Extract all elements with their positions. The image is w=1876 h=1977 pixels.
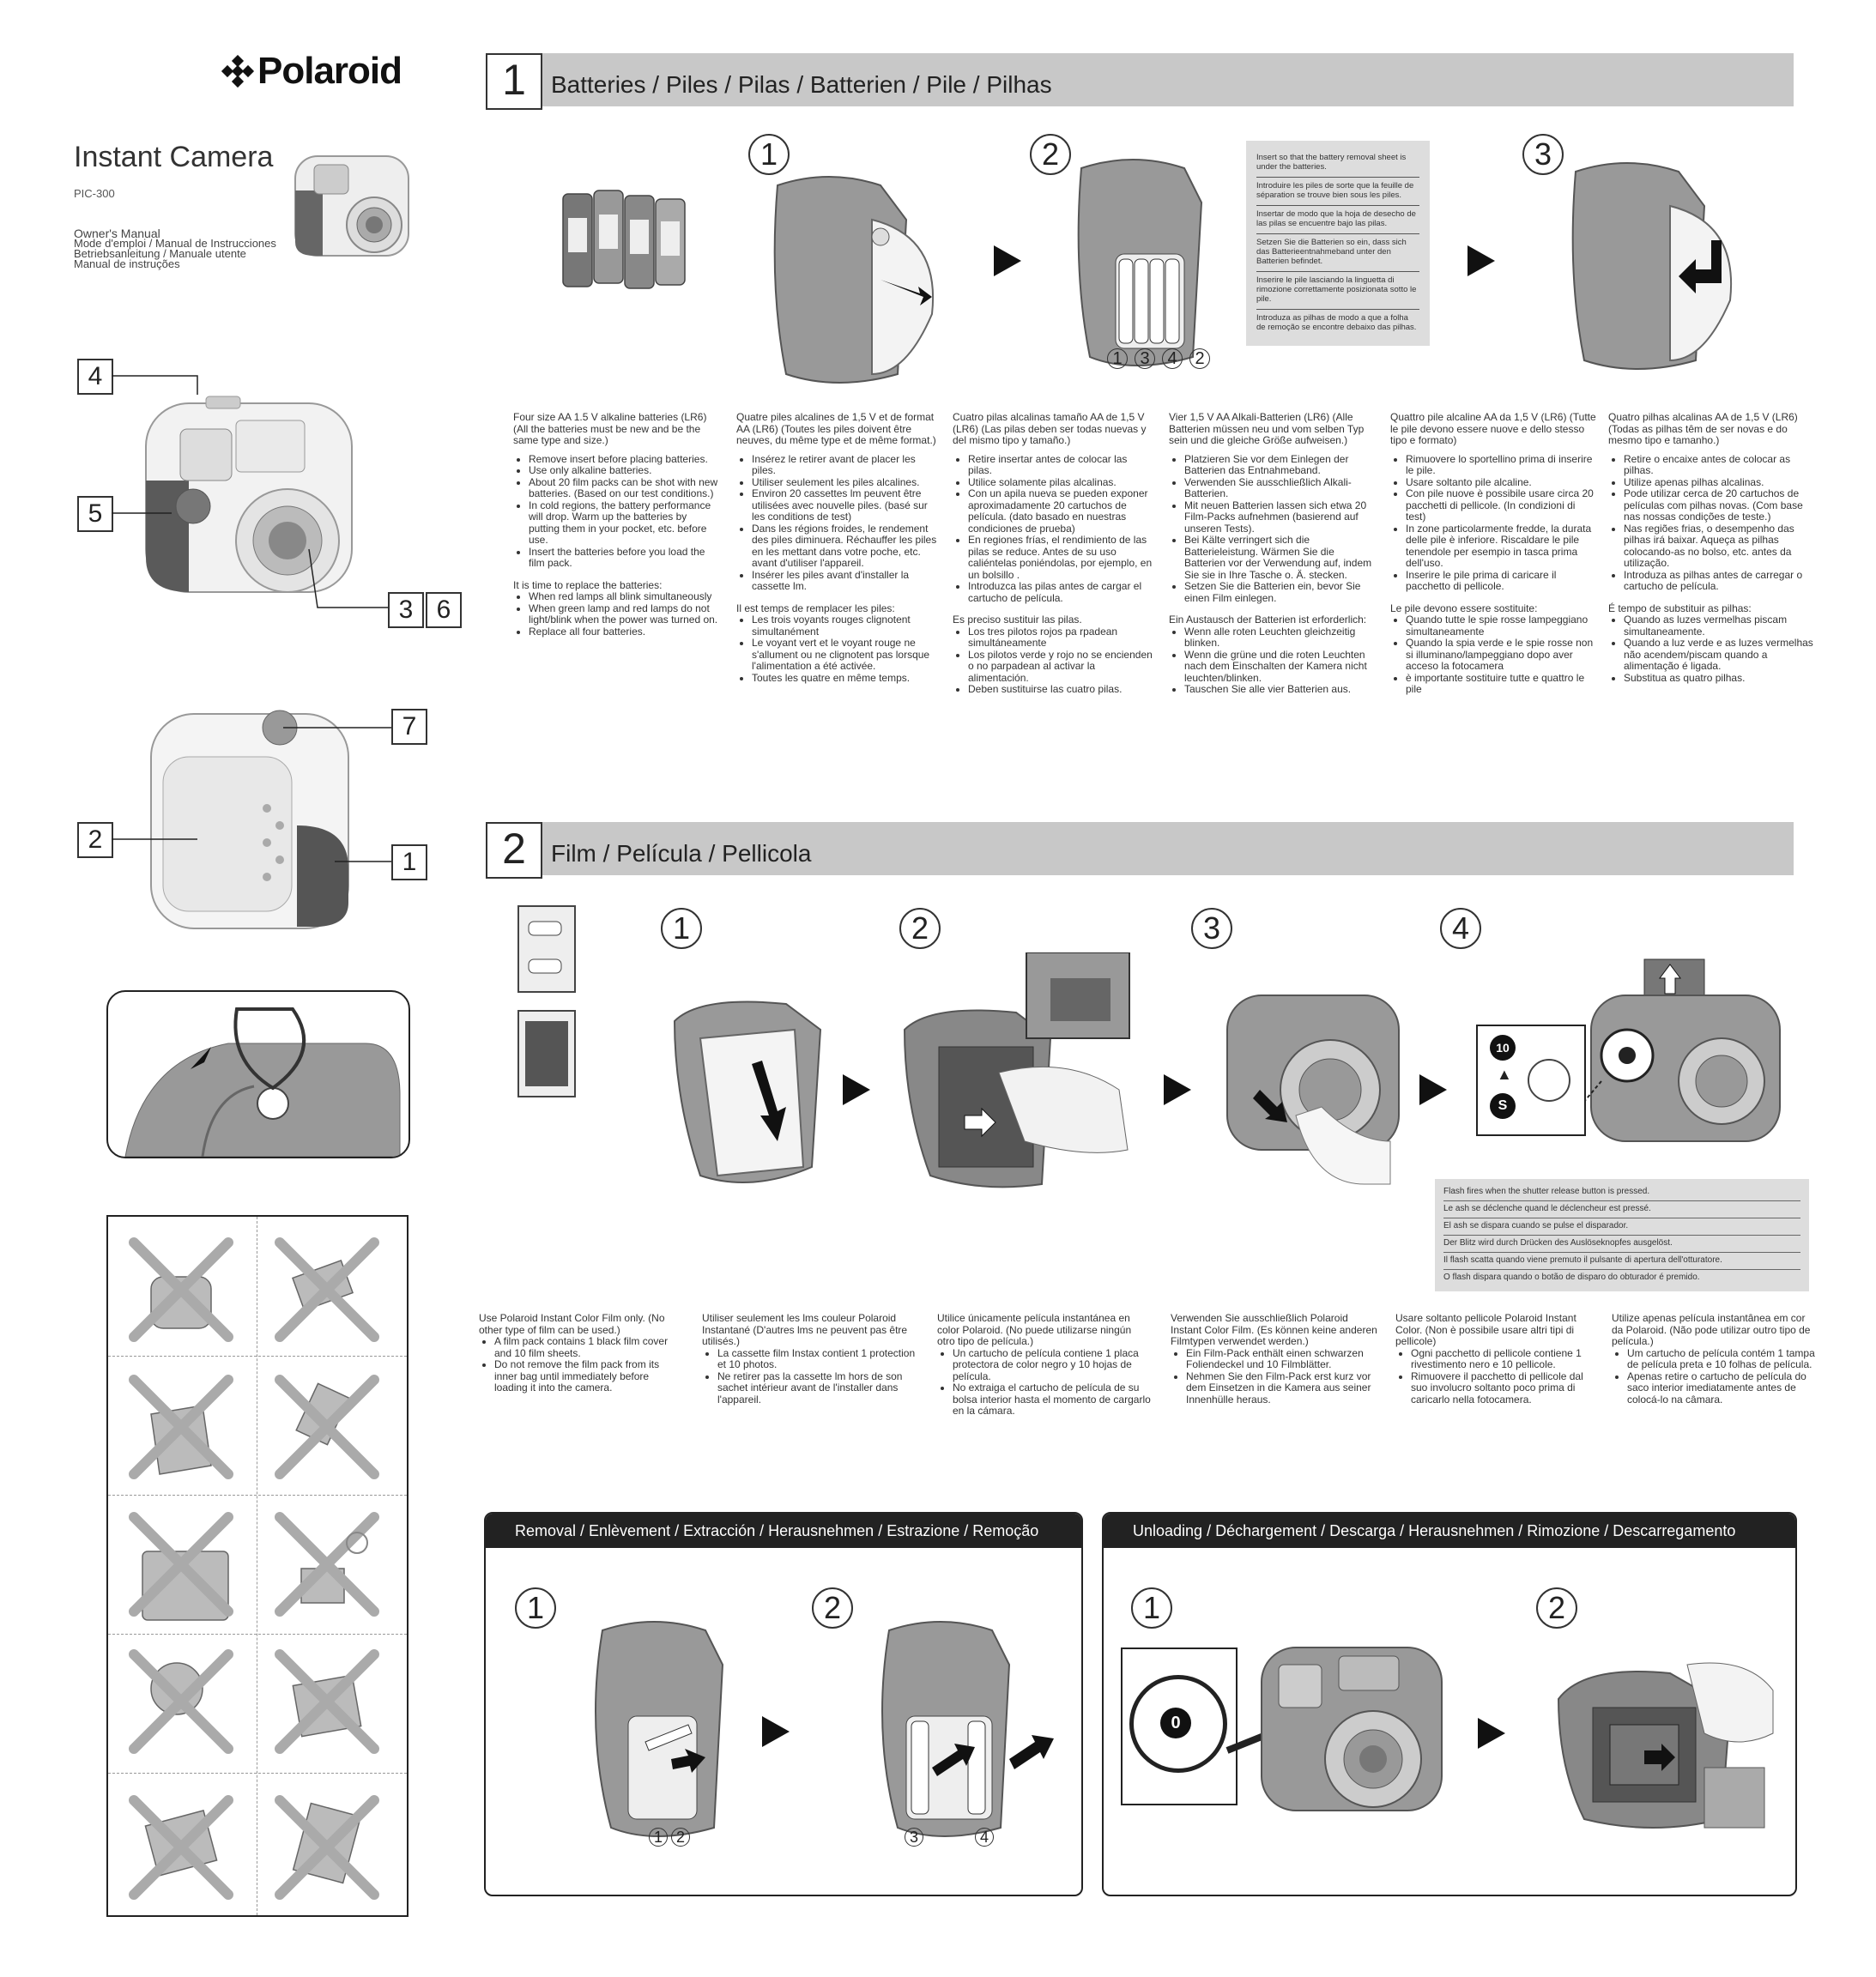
battery-order-labels <box>1107 348 1244 369</box>
note-line: Introduza as pilhas de modo a que a folha de remoção se encontre debaixo das pilhas. <box>1256 313 1417 332</box>
flash-note-line: Flash fires when the shutter release button is pressed. <box>1443 1184 1800 1201</box>
bullet: • Con un apila nueva se pueden exponer aproximadamente 20 cartuchos de película. (dato basado en nuestras condiciones de prueba) <box>968 488 1153 535</box>
bullet: • Los pilotos verde y rojo no se encienden o no parpadean al activar la alimentación. <box>968 650 1153 685</box>
care-instructions-grid <box>106 1215 408 1917</box>
step-arrow-icon <box>1478 1718 1505 1749</box>
strap-illustration <box>108 992 408 1157</box>
step-arrow-icon <box>1468 245 1495 276</box>
bullet: • No extraiga el cartucho de película de su bolsa interior hasta el momento de cargarlo en la cámara. <box>953 1382 1152 1418</box>
film-text-pt <box>1612 1313 1818 1406</box>
bullet: • Quando tutte le spie rosse lampeggiano simultaneamente <box>1406 614 1596 638</box>
batteries-illustration <box>558 184 695 290</box>
battery-label: 3 <box>1135 348 1155 369</box>
flash-note-box <box>1435 1179 1809 1291</box>
brand-name: Polaroid <box>257 50 402 92</box>
intro-text: Usare soltanto pellicole Polaroid Instant Color. (Non è possibile usare altri tipi di pellicole) <box>1395 1312 1576 1347</box>
bullet: • Le voyant vert et le voyant rouge ne s'allument ou ne clignotent pas lorsque l'alimentation a été activée. <box>752 638 937 673</box>
battery-label: 1 <box>1107 348 1128 369</box>
model-number: PIC-300 <box>74 187 115 200</box>
battery-label: 2 <box>671 1828 690 1847</box>
bullet: • Apenas retire o cartucho de película do saco interior imediatamente antes de colocá-lo na câmara. <box>1627 1371 1818 1406</box>
intro-text: Quatro pilhas alcalinas AA de 1,5 V (LR6) (Todas as pilhas têm de ser novas e do mesmo tipo e tamanho.) <box>1608 411 1798 446</box>
sub-heading: Es preciso sustituir las pilas. <box>953 614 1082 626</box>
bullet: • Retire o encaixe antes de colocar as pilhas. <box>1624 454 1814 477</box>
film-step-4-illustration <box>1584 952 1790 1158</box>
bullet: • A film pack contains 1 black film cover and 10 film sheets. <box>494 1336 681 1359</box>
battery-label: 1 <box>649 1828 668 1847</box>
brand-logo <box>220 51 426 94</box>
battery-step-1-illustration <box>752 168 949 391</box>
removal-step-2: 2 <box>812 1587 853 1629</box>
bullet: • Introduzca las pilas antes de cargar el cartucho de película. <box>968 581 1153 604</box>
bullet: • Ein Film-Pack enthält einen schwarzen Foliendeckel und 10 Filmblätter. <box>1186 1348 1380 1371</box>
flash-note-line: Il flash scatta quando viene premuto il pulsante di apertura dell'otturatore. <box>1443 1253 1800 1270</box>
flash-note-line: El ash se dispara cuando se pulse el disparador. <box>1443 1218 1800 1236</box>
battery-text-en <box>513 412 719 638</box>
callout-1: 1 <box>391 844 427 880</box>
callout-2: 2 <box>77 822 113 858</box>
bullet: • Setzen Sie die Batterien ein, bevor Sie einen Film einlegen. <box>1184 581 1375 604</box>
battery-text-fr <box>736 412 937 684</box>
bullet: • Substitua as quatro pilhas. <box>1624 673 1814 685</box>
bullet: • Ogni pacchetto di pellicole contiene 1 rivestimento nero e 10 pellicole. <box>1411 1348 1601 1371</box>
section-2-step-2: 2 <box>899 908 941 949</box>
removal-battery-labels <box>649 1828 690 1847</box>
unloading-step-2: 2 <box>1536 1587 1577 1629</box>
callout-4: 4 <box>77 359 113 395</box>
bullet: • Utiliser seulement les piles alcalines. <box>752 477 937 489</box>
step-arrow-icon <box>762 1716 790 1747</box>
counter-window <box>1528 1059 1570 1102</box>
intro-text: Quatre piles alcalines de 1,5 V et de format AA (LR6) (Toutes les piles doivent être neuves, du même type et de même format.) <box>736 411 936 446</box>
intro-text: Vier 1,5 V AA Alkali-Batterien (LR6) (Alle Batterien müssen neu und vom selben Typ sein und die gleiche Größe aufweisen.) <box>1169 411 1365 446</box>
bullet: • Bei Kälte verringert sich die Batterieleistung. Wärmen Sie die Batterien vor der Verwendung auf, indem Sie sie in Ihre Tasche o. Ä. stecken. <box>1184 535 1375 581</box>
bullet: • When green lamp and red lamps do not light/blink when the power was turned on. <box>529 603 719 626</box>
counter-arrow-icon: ▲ <box>1497 1066 1512 1083</box>
bullet: • Do not remove the film pack from its inner bag until immediately before loading it into the camera. <box>494 1359 681 1394</box>
intro-text: Cuatro pilas alcalinas tamaño AA de 1,5 V (LR6) (Las pilas deben ser todas nuevas y del mismo tipo y tamaño.) <box>953 411 1147 446</box>
battery-text-pt <box>1608 412 1814 684</box>
manual-titles <box>74 228 276 269</box>
intro-text: Utiliser seulement les lms couleur Polaroid Instantané (D'autres lms ne peuvent pas être utilisés.) <box>702 1312 908 1347</box>
counter-zero-label: 0 <box>1160 1708 1191 1738</box>
film-step-2-illustration <box>896 952 1136 1193</box>
bullet: • Un cartucho de película contiene 1 placa protectora de color negro y 10 hojas de película. <box>953 1348 1152 1383</box>
note-line: Introduire les piles de sorte que la feuille de séparation se trouve bien sous les piles. <box>1256 178 1419 206</box>
bullet: • Use only alkaline batteries. <box>529 465 719 477</box>
bullet: • Pode utilizar cerca de 20 cartuchos de películas com pilhas novas. (Com base nas nossas condições de teste.) <box>1624 488 1814 523</box>
bullet: • Wenn alle roten Leuchten gleichzeitig blinken. <box>1184 626 1375 650</box>
film-text-de <box>1171 1313 1380 1406</box>
bullet: • Insérez le retirer avant de placer les piles. <box>752 454 937 477</box>
bullet: • Usare soltanto pile alcaline. <box>1406 477 1596 489</box>
sub-heading: It is time to replace the batteries: <box>513 578 663 591</box>
bullet: • Quando a luz verde e as luzes vermelhas não acendem/piscam quando a alimentação é ligada. <box>1624 638 1814 673</box>
section-1-step-3: 3 <box>1522 134 1564 175</box>
section-1-title: Batteries / Piles / Pilas / Batterien / Pile / Pilhas <box>551 71 1052 98</box>
sub-heading: Le pile devono essere sostituite: <box>1390 602 1538 614</box>
care-icons <box>108 1217 407 1915</box>
bullet: • Um cartucho de película contém 1 tampa de película preta e 10 folhas de película. <box>1627 1348 1818 1371</box>
section-1-step-1: 1 <box>748 134 790 175</box>
bullet: • Environ 20 cassettes lm peuvent être utilisées avec nouvelle piles. (basé sur les conditions de test) <box>752 488 937 523</box>
step-arrow-icon <box>1419 1074 1447 1105</box>
intro-text: Four size AA 1.5 V alkaline batteries (LR6) (All the batteries must be new and be the same type and size.) <box>513 411 707 446</box>
bullet: • Replace all four batteries. <box>529 626 719 638</box>
note-line: Insert so that the battery removal sheet is under the batteries. <box>1256 149 1419 178</box>
bullet: • è importante sostituire tutte e quattro le pile <box>1406 673 1596 696</box>
bullet: • Quando la spia verde e le spie rosse non si illuminano/lampeggiano dopo aver acceso la fotocamera <box>1406 638 1596 673</box>
bullet: • Insérer les piles avant d'installer la cassette lm. <box>752 570 937 593</box>
battery-text-es <box>953 412 1153 696</box>
unloading-step-2-illustration <box>1550 1630 1782 1836</box>
intro-text: Quattro pile alcaline AA da 1,5 V (LR6) (Tutte le pile devono essere nuove e dello stesso tipo e formato) <box>1390 411 1596 446</box>
bullet: • Mit neuen Batterien lassen sich etwa 20 Film-Packs aufnehmen (basierend auf unseren Tests). <box>1184 500 1375 535</box>
note-line: Setzen Sie die Batterien so ein, dass sich das Batterieentnahmeband unter den Batterien befindet. <box>1256 234 1419 272</box>
bullet: • Dans les régions froides, le rendement des piles diminuera. Réchauffer les piles en les mettant dans votre poche, etc. avant d'utiliser l'appareil. <box>752 523 937 570</box>
manual-line: Betriebsanleitung / Manuale utente <box>74 247 246 260</box>
flash-note-line: O flash dispara quando o botão de disparo do obturador é premido. <box>1443 1273 1700 1282</box>
removal-step-2-illustration <box>863 1613 1061 1845</box>
bullet: • When red lamps all blink simultaneously <box>529 591 719 603</box>
step-arrow-icon <box>994 245 1021 276</box>
battery-label: 4 <box>1162 348 1183 369</box>
bullet: • Con pile nuove è possibile usare circa 20 pacchetti di pellicole. (In condizioni di test) <box>1406 488 1596 523</box>
bullet: • Rimuovere il pacchetto di pellicole dal suo involucro soltanto poco prima di caricarlo nella fotocamera. <box>1411 1371 1601 1406</box>
flash-note-line: Der Blitz wird durch Drücken des Auslöseknopfes ausgelöst. <box>1443 1236 1800 1253</box>
bullet: • Verwenden Sie ausschließlich Alkali-Batterien. <box>1184 477 1375 500</box>
bullet: • Tauschen Sie alle vier Batterien aus. <box>1184 684 1375 696</box>
sub-heading: Il est temps de remplacer les piles: <box>736 602 895 614</box>
unloading-panel-title: Unloading / Déchargement / Descarga / Herausnehmen / Rimozione / Descarregamento <box>1104 1514 1795 1548</box>
film-pack-illustration <box>515 904 580 1102</box>
unloading-step-1: 1 <box>1131 1587 1172 1629</box>
battery-text-it <box>1390 412 1596 696</box>
callout-6: 6 <box>426 592 462 628</box>
note-line: Insertar de modo que la hoja de desecho de las pilas se encuentre bajo las pilas. <box>1256 206 1419 234</box>
manual-line: Manual de instruções <box>74 257 180 270</box>
bullet: • Rimuovere lo sportellino prima di inserire le pile. <box>1406 454 1596 477</box>
step-arrow-icon <box>843 1074 870 1105</box>
product-title: Instant Camera <box>74 141 274 173</box>
battery-step-2-illustration <box>1064 151 1219 374</box>
intro-text: Use Polaroid Instant Color Film only. (No other type of film can be used.) <box>479 1312 665 1336</box>
bullet: • In cold regions, the battery performance will drop. Warm up the batteries by putting them in your pocket, etc. before use. <box>529 500 719 547</box>
bullet: • Retire insertar antes de colocar las pilas. <box>968 454 1153 477</box>
counter-s-label: S <box>1490 1093 1516 1119</box>
bullet: • Wenn die grüne und die roten Leuchten nach dem Einschalten der Kamera nicht leuchten/blinken. <box>1184 650 1375 685</box>
section-2-step-1: 1 <box>661 908 702 949</box>
intro-text: Utilice únicamente película instantánea en color Polaroid. (No puede utilizarse ningún otro tipo de película.) <box>937 1312 1132 1347</box>
step-arrow-icon <box>1164 1074 1191 1105</box>
battery-text-de <box>1169 412 1375 696</box>
bullet: • Nas regiões frias, o desempenho das pilhas irá baixar. Aqueça as pilhas colocando-as no bolso, etc. antes da utilização. <box>1624 523 1814 570</box>
callout-5: 5 <box>77 496 113 532</box>
manual-line: Mode d'emploi / Manual de Instrucciones <box>74 237 276 250</box>
battery-label: 2 <box>1189 348 1210 369</box>
callout-lines <box>112 360 429 618</box>
bullet: • In zone particolarmente fredde, la durata delle pile è inferiore. Riscaldare le pile tenendole per esempio in tasca prima dell'uso. <box>1406 523 1596 570</box>
removal-battery-labels-2 <box>905 1828 994 1847</box>
battery-label: 4 <box>975 1828 994 1847</box>
bullet: • En regiones frías, el rendimiento de las pilas se reduce. Antes de su uso caliéntelas poniéndolas, por ejemplo, en un bolsillo . <box>968 535 1153 581</box>
removal-panel-title: Removal / Enlèvement / Extracción / Herausnehmen / Estrazione / Remoção <box>486 1514 1081 1548</box>
bullet: • La cassette film Instax contient 1 protection et 10 photos. <box>717 1348 922 1371</box>
removal-step-1-illustration <box>577 1613 748 1845</box>
section-1-step-2: 2 <box>1030 134 1071 175</box>
bullet: • Quando as luzes vermelhas piscam simultaneamente. <box>1624 614 1814 638</box>
battery-note-box <box>1246 141 1430 346</box>
unloading-step-1-illustration <box>1219 1622 1459 1828</box>
removal-step-1: 1 <box>515 1587 556 1629</box>
sub-heading: Ein Austausch der Batterien ist erforderlich: <box>1169 614 1367 626</box>
bullet: • Les trois voyants rouges clignotent simultanément <box>752 614 937 638</box>
battery-step-3-illustration <box>1550 154 1756 378</box>
film-text-en <box>479 1313 681 1394</box>
bullet: • Los tres pilotos rojos pa rpadean simultáneamente <box>968 626 1153 650</box>
bullet: • Inserire le pile prima di caricare il pacchetto di pellicole. <box>1406 570 1596 593</box>
bullet: • Insert the batteries before you load the film pack. <box>529 547 719 570</box>
manual-line: Owner's Manual <box>74 227 160 240</box>
bullet: • About 20 film packs can be shot with new batteries. (Based on our test conditions.) <box>529 477 719 500</box>
film-text-it <box>1395 1313 1601 1406</box>
battery-label: 3 <box>905 1828 923 1847</box>
camera-thumbnail-illustration <box>288 139 417 268</box>
note-line: Inserire le pile lasciando la linguetta di rimozione correttamente posizionata sotto le pile. <box>1256 272 1419 310</box>
callout-lines-back <box>112 721 395 867</box>
film-step-1-illustration <box>666 978 838 1193</box>
counter-10-label: 10 <box>1490 1035 1516 1061</box>
section-2-title: Film / Película / Pellicola <box>551 840 812 867</box>
callout-7: 7 <box>391 709 427 745</box>
section-2-step-3: 3 <box>1191 908 1232 949</box>
bullet: • Utilice solamente pilas alcalinas. <box>968 477 1153 489</box>
bullet: • Ne retirer pas la cassette lm hors de son sachet intérieur avant de l'installer dans l'appareil. <box>717 1371 922 1406</box>
bullet: • Introduza as pilhas antes de carregar o cartucho de película. <box>1624 570 1814 593</box>
bullet: • Deben sustituirse las cuatro pilas. <box>968 684 1153 696</box>
section-2-number: 2 <box>486 822 542 879</box>
film-counter-frame <box>1476 1025 1586 1136</box>
bullet: • Remove insert before placing batteries. <box>529 454 719 466</box>
film-step-3-illustration <box>1219 987 1416 1193</box>
intro-text: Verwenden Sie ausschließlich Polaroid Instant Color Film. (Es können keine anderen Filmtypen verwendet werden.) <box>1171 1312 1377 1347</box>
flash-note-line: Le ash se déclenche quand le déclencheur est pressé. <box>1443 1201 1800 1218</box>
section-1-number: 1 <box>486 53 542 110</box>
bullet: • Nehmen Sie den Film-Pack erst kurz vor dem Einsetzen in die Kamera aus seiner Innenhülle heraus. <box>1186 1371 1380 1406</box>
intro-text: Utilize apenas película instantânea em cor da Polaroid. (Não pode utilizar outro tipo de película.) <box>1612 1312 1811 1347</box>
strap-illustration-frame <box>106 990 410 1158</box>
bullet: • Platzieren Sie vor dem Einlegen der Batterien das Entnahmeband. <box>1184 454 1375 477</box>
bullet: • Utilize apenas pilhas alcalinas. <box>1624 477 1814 489</box>
film-text-es <box>937 1313 1152 1418</box>
section-2-step-4: 4 <box>1440 908 1481 949</box>
callout-3: 3 <box>388 592 424 628</box>
sub-heading: É tempo de substituir as pilhas: <box>1608 602 1752 614</box>
film-text-fr <box>702 1313 922 1406</box>
bullet: • Toutes les quatre en même temps. <box>752 673 937 685</box>
polaroid-diamond-icon <box>220 55 256 91</box>
